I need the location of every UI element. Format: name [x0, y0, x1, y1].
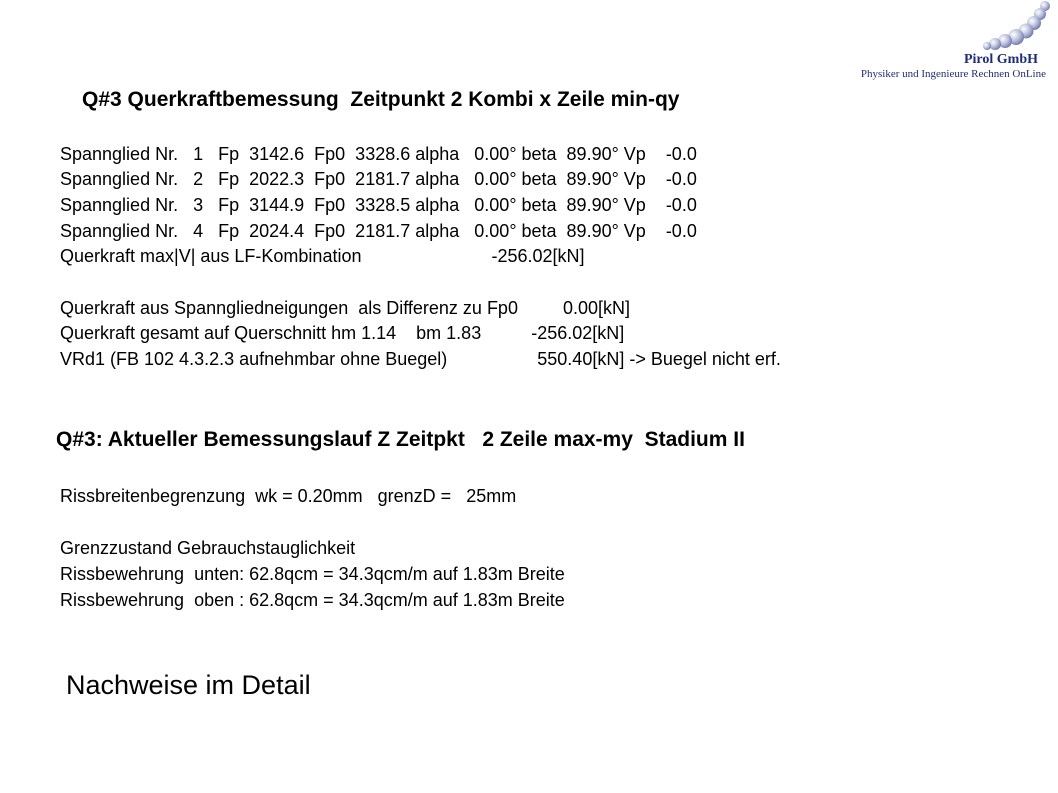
footer-title: Nachweise im Detail: [66, 670, 311, 700]
shear-max-line: Querkraft max|V| aus LF-Kombination -256.02[kN]: [60, 246, 585, 266]
tendon-line-4: Spannglied Nr. 4 Fp 2024.4 Fp0 2181.7 alpha 0.00° beta 89.90° Vp -0.0: [60, 221, 697, 241]
tendon-line-3: Spannglied Nr. 3 Fp 3144.9 Fp0 3328.5 alpha 0.00° beta 89.90° Vp -0.0: [60, 195, 697, 215]
reinforcement-top-line: Rissbewehrung oben : 62.8qcm = 34.3qcm/m auf 1.83m Breite: [60, 590, 565, 610]
company-name: Pirol GmbH: [963, 52, 1038, 67]
vrd1-line: VRd1 (FB 102 4.3.2.3 aufnehmbar ohne Buegel) 550.40[kN] -> Buegel nicht erf.: [60, 349, 781, 369]
section1-heading: Q#3 Querkraftbemessung Zeitpunkt 2 Kombi x Zeile min-qy: [82, 88, 680, 111]
tendon-line-1: Spannglied Nr. 1 Fp 3142.6 Fp0 3328.6 alpha 0.00° beta 89.90° Vp -0.0: [60, 144, 697, 164]
shear-total-line: Querkraft gesamt auf Querschnitt hm 1.14 bm 1.83 -256.02[kN]: [60, 323, 625, 343]
section2-heading: Q#3: Aktueller Bemessungslauf Z Zeitpkt 2 Zeile max-my Stadium II: [56, 428, 745, 451]
crack-width-line: Rissbreitenbegrenzung wk = 0.20mm grenzD = 25mm: [60, 486, 517, 506]
shear-tendon-line: Querkraft aus Spanngliedneigungen als Differenz zu Fp0 0.00[kN]: [60, 298, 630, 318]
company-tagline: Physiker und Ingenieure Rechnen OnLine: [860, 68, 1046, 80]
serviceability-line: Grenzzustand Gebrauchstauglichkeit: [60, 538, 356, 558]
company-logo: [858, 0, 1054, 86]
reinforcement-bottom-line: Rissbewehrung unten: 62.8qcm = 34.3qcm/m auf 1.83m Breite: [60, 564, 565, 584]
tendon-line-2: Spannglied Nr. 2 Fp 2022.3 Fp0 2181.7 alpha 0.00° beta 89.90° Vp -0.0: [60, 169, 697, 189]
